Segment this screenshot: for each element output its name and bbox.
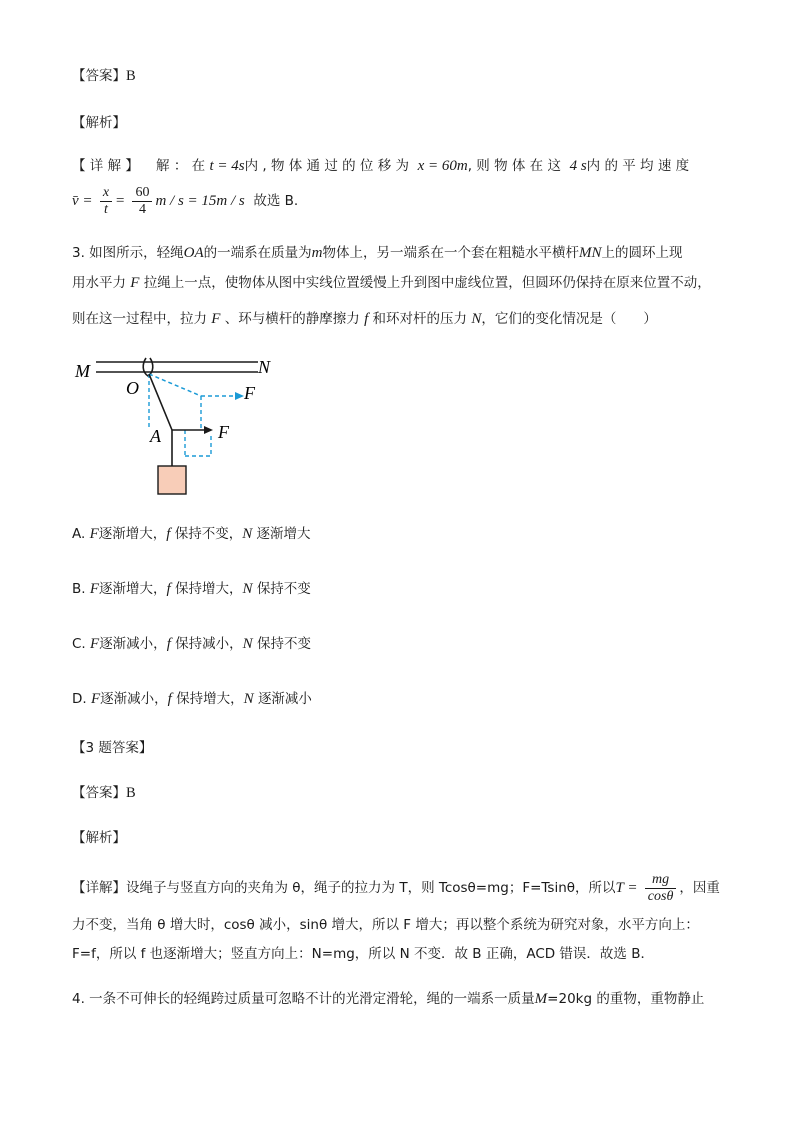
q3-analysis-heading <box>72 828 126 848</box>
option-text: 逐渐减小， <box>100 691 168 707</box>
answer-value: B <box>126 68 136 84</box>
q3-stem-line1 <box>72 243 683 263</box>
option-text: 逐渐增大， <box>99 581 167 597</box>
force-symbol: F <box>89 581 100 597</box>
fraction-denominator: t <box>103 201 108 217</box>
answer-heading: 【答案】 <box>72 68 126 84</box>
q2-velocity-formula <box>72 184 298 218</box>
option-a[interactable] <box>72 524 311 544</box>
mass-symbol: m <box>311 245 323 261</box>
fraction-numerator: x <box>100 185 112 202</box>
detail-text: , 则 物 体 在 这 <box>467 158 561 174</box>
label-F-dashed: F <box>244 383 255 403</box>
label-A: A <box>150 426 161 446</box>
fraction-denominator: 4 <box>138 201 146 217</box>
option-letter: B. <box>72 581 86 597</box>
label-M: M <box>75 361 90 381</box>
option-letter: D. <box>72 691 87 707</box>
detail-text: ，因重 <box>679 880 720 896</box>
answer-value: B <box>126 785 136 801</box>
force-symbol: F <box>130 275 140 291</box>
stem-text: ，它们的变化情况是（ ） <box>481 311 657 327</box>
answer-block-heading: 【3 题答案】 <box>72 740 153 756</box>
stem-text: 和环对杆的压力 <box>372 311 468 327</box>
analysis-heading: 【解析】 <box>72 830 126 846</box>
friction-symbol: f <box>166 636 171 652</box>
q2-analysis-heading <box>72 113 126 133</box>
friction-symbol: f <box>167 691 172 707</box>
stem-text: 物体上，另一端系在一个套在粗糙水平横杆 <box>322 245 580 261</box>
force-symbol: F <box>90 636 100 652</box>
stem-text: 拉绳上一点，使物体从图中实线位置缓慢上升到图中虚线位置，但圆环仍保持在原来位置不动， <box>143 275 711 291</box>
tension-symbol: T = <box>615 880 638 896</box>
q3-answer-line <box>72 783 136 803</box>
mass-block <box>158 466 186 494</box>
friction-symbol: f <box>166 581 171 597</box>
option-c[interactable] <box>72 634 311 654</box>
label-F-solid: F <box>218 422 229 442</box>
option-text: 逐渐增大 <box>256 526 311 542</box>
force-symbol: F <box>89 526 99 542</box>
fraction-denominator: cosθ <box>647 888 674 904</box>
normal-force-symbol: N <box>242 636 253 652</box>
dashed-arrowhead <box>235 392 244 400</box>
friction-symbol: f <box>364 311 369 327</box>
option-letter: C. <box>72 636 86 652</box>
fraction-60-over-4 <box>132 185 152 218</box>
option-text: 保持不变， <box>174 526 243 542</box>
force-symbol: F <box>211 311 221 327</box>
detail-label: 【 详 解 】 <box>72 158 139 174</box>
option-text: 保持增大， <box>175 581 243 597</box>
rod-symbol: MN <box>579 245 602 261</box>
fraction-numerator: mg <box>645 872 677 889</box>
mass-symbol: M <box>534 991 548 1007</box>
rope-symbol: OA <box>183 245 204 261</box>
displacement-expr: x = 60m <box>417 158 468 174</box>
stem-text: 用水平力 <box>72 275 126 291</box>
stem-text: 则在这一过程中，拉力 <box>72 311 207 327</box>
detail-text: 内 的 平 均 速 度 <box>586 158 690 174</box>
option-text: 保持不变 <box>256 636 311 652</box>
q3-stem-line3 <box>72 309 657 329</box>
normal-force-symbol: N <box>242 526 253 542</box>
stem-text: 4. 一条不可伸长的轻绳跨过质量可忽略不计的光滑定滑轮，绳的一端系一质量 <box>72 991 535 1007</box>
fraction-mg-over-cos <box>645 872 677 905</box>
stem-text: =20kg 的重物，重物静止 <box>547 991 705 1007</box>
detail-text: 解 ： 在 <box>156 158 206 174</box>
q3-answer-block-heading <box>72 738 152 758</box>
label-O: O <box>126 378 139 398</box>
stem-text: 、环与横杆的静摩擦力 <box>224 311 360 327</box>
equals-sign: = <box>115 193 126 209</box>
detail-text: 内 , 物 体 通 过 的 位 移 为 <box>244 158 409 174</box>
q3-detail-line1 <box>72 870 720 906</box>
option-b[interactable] <box>72 579 311 599</box>
force-arrowhead <box>204 426 213 434</box>
detail-text: 设绳子与竖直方向的夹角为 θ，绳子的拉力为 T，则 Tcosθ=mg；F=Tsinθ，所以 <box>126 880 616 896</box>
detail-text: 力不变，当角 θ 增大时，cosθ 减小，sinθ 增大，所以 F 增大；再以整个系统为研究对象，水平方向上： <box>72 917 699 933</box>
conclusion: 故选 B. <box>253 193 299 209</box>
fraction-numerator: 60 <box>132 185 152 202</box>
q2-answer-line <box>72 66 136 86</box>
option-text: 逐渐减小 <box>257 691 312 707</box>
option-letter: A. <box>72 526 86 542</box>
friction-symbol: f <box>166 526 171 542</box>
normal-force-symbol: N <box>243 691 254 707</box>
stem-text: 3. 如图所示，轻绳 <box>72 245 184 261</box>
velocity-result: m / s = 15m / s <box>155 193 245 209</box>
average-velocity-symbol: v̄ = <box>72 193 93 209</box>
force-symbol: F <box>90 691 101 707</box>
q4-stem-line1 <box>72 989 704 1009</box>
q3-detail-line3 <box>72 944 654 964</box>
fraction-x-over-t <box>100 185 112 218</box>
analysis-heading: 【解析】 <box>72 115 126 131</box>
option-text: 逐渐减小， <box>99 636 167 652</box>
detail-label: 【详解】 <box>72 880 126 896</box>
detail-text: F=f，所以 f 也逐渐增大；竖直方向上：N=mg，所以 N 不变．故 B 正确，ACD 错误．故选 B． <box>72 946 654 962</box>
q2-detail-line1 <box>72 156 689 176</box>
stem-text: 的一端系在质量为 <box>203 245 312 261</box>
label-N: N <box>258 357 271 377</box>
answer-heading: 【答案】 <box>72 785 126 801</box>
stem-text: 上的圆环上现 <box>601 245 683 261</box>
option-text: 保持增大， <box>176 691 244 707</box>
duration-expr: 4 s <box>569 158 587 174</box>
q3-detail-line2 <box>72 915 699 935</box>
option-d[interactable] <box>72 689 312 709</box>
ring <box>143 358 153 376</box>
option-text: 逐渐增大， <box>98 526 167 542</box>
normal-force-symbol: N <box>471 311 482 327</box>
normal-force-symbol: N <box>242 581 253 597</box>
q3-stem-line2 <box>72 273 711 293</box>
option-text: 保持不变 <box>256 581 311 597</box>
physics-diagram <box>68 350 288 500</box>
time-expr: t = 4s <box>209 158 245 174</box>
option-text: 保持减小， <box>175 636 243 652</box>
